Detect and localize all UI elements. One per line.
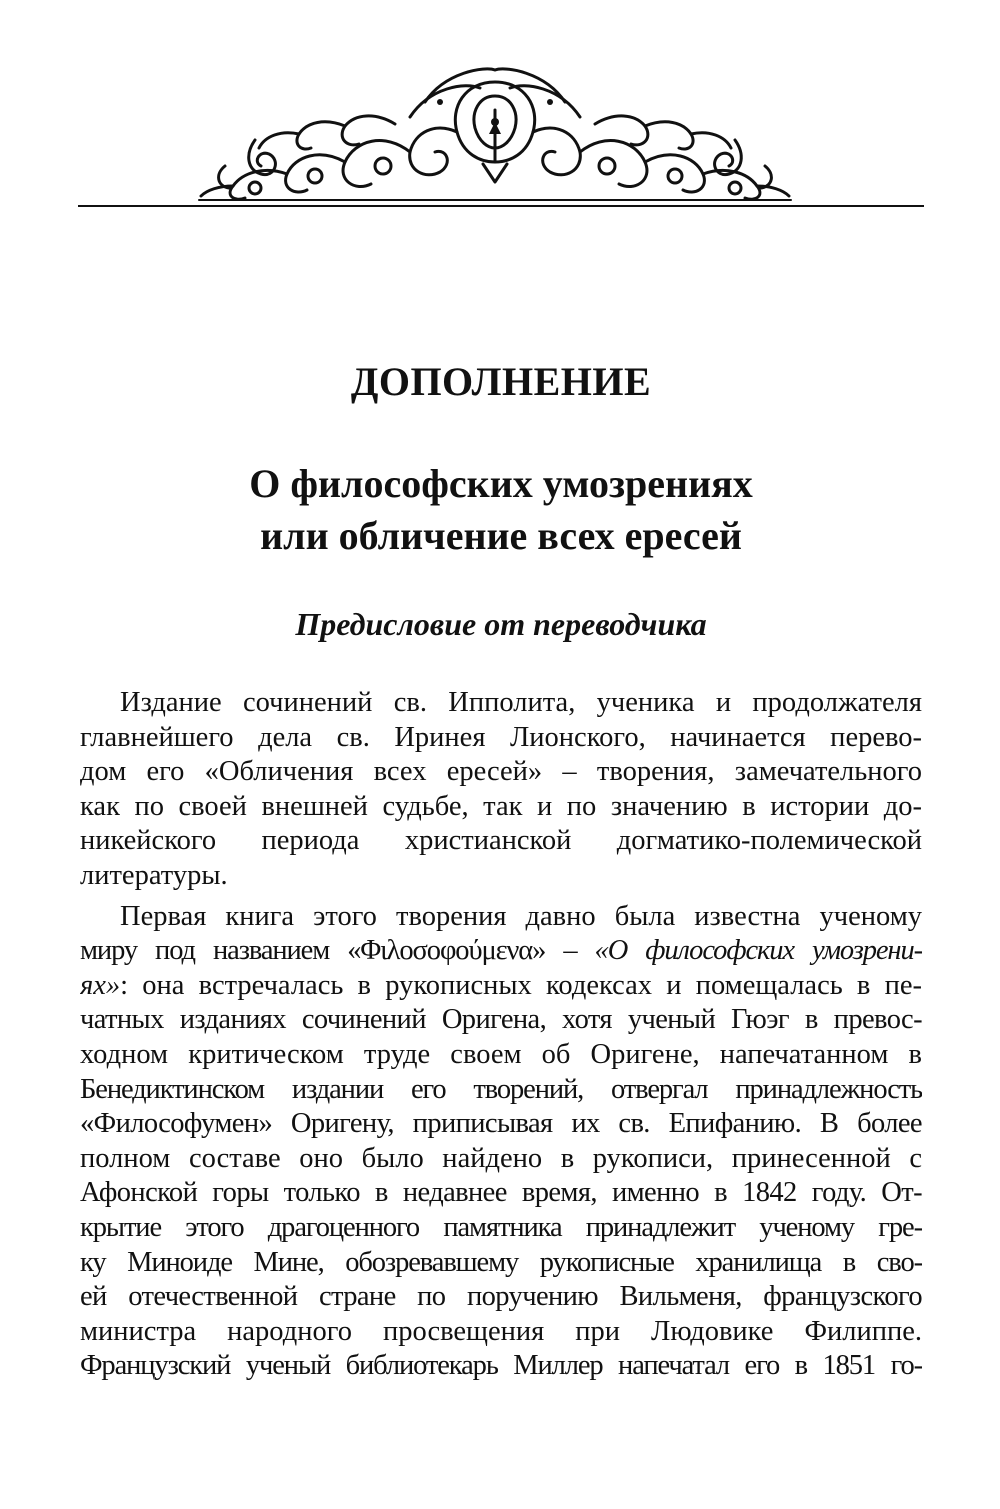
work-title-line-1: О философских умозрениях bbox=[249, 461, 753, 506]
paragraph-2 bbox=[80, 900, 922, 1384]
decorative-headpiece-ornament bbox=[195, 62, 795, 202]
preface-title: Предисловие от переводчика bbox=[295, 606, 707, 642]
italic-title: «О философских умозрени- bbox=[594, 935, 922, 967]
text-line: Французский ученый библиотекарь Миллер напечатал его в 1851 го- bbox=[80, 1350, 922, 1382]
text-line: «Философумен» Оригену, приписывая их св. Епифанию. В более bbox=[80, 1108, 922, 1140]
text-line: Бенедиктинском издании его творений, отвергал принадлежность bbox=[80, 1073, 922, 1105]
text-line: главнейшего дела св. Иринея Лионского, начинается перево- bbox=[80, 721, 922, 753]
paragraph-1 bbox=[80, 686, 922, 894]
text-line bbox=[80, 969, 922, 1004]
italic-title-end: ях» bbox=[80, 969, 121, 1001]
text-fragment: миру под названием « bbox=[80, 935, 361, 967]
text-line: никейского периода христианской догматико-полемической bbox=[80, 825, 922, 857]
text-line: как по своей внешней судьбе, так и по значению в истории до- bbox=[80, 790, 922, 822]
text-line: ей отечественной стране по поручению Вильменя, французского bbox=[80, 1281, 922, 1313]
text-line: литературы. bbox=[80, 859, 228, 891]
text-line: Издание сочинений св. Ипполита, ученика и продолжателя bbox=[120, 687, 922, 718]
greek-title: Φιλοσοφούμενα bbox=[360, 935, 533, 967]
text-line: дом его «Обличения всех ересей» – творения, замечательного bbox=[80, 756, 922, 788]
text-fragment: » – bbox=[532, 935, 595, 967]
body-text bbox=[80, 686, 922, 1384]
text-line: полном составе оно было найдено в рукописи, принесенной с bbox=[80, 1142, 922, 1174]
text-line: Афонской горы только в недавнее время, именно в 1842 году. От- bbox=[80, 1177, 922, 1209]
text-line: ходном критическом труде своем об Оригене, напечатанном в bbox=[80, 1038, 922, 1070]
text-fragment: : она встречалась в рукописных кодексах и помещалась в пе- bbox=[120, 969, 922, 1001]
text-line: крытие этого драгоценного памятника принадлежит ученому гре- bbox=[80, 1211, 922, 1243]
text-line: чатных изданиях сочинений Оригена, хотя ученый Гюэг в превос- bbox=[80, 1004, 922, 1036]
work-title-line-2: или обличение всех ересей bbox=[260, 513, 742, 558]
header-rule bbox=[78, 205, 924, 207]
section-title: ДОПОЛНЕНИЕ bbox=[350, 359, 652, 404]
text-line: Первая книга этого творения давно была известна ученому bbox=[120, 900, 922, 932]
work-title bbox=[78, 458, 924, 562]
text-line: ку Миноиде Мине, обозревавшему рукописные хранилища в сво- bbox=[80, 1246, 922, 1278]
text-line: министра народного просвещения при Людовике Филиппе. bbox=[80, 1315, 922, 1347]
text-line bbox=[80, 934, 922, 969]
